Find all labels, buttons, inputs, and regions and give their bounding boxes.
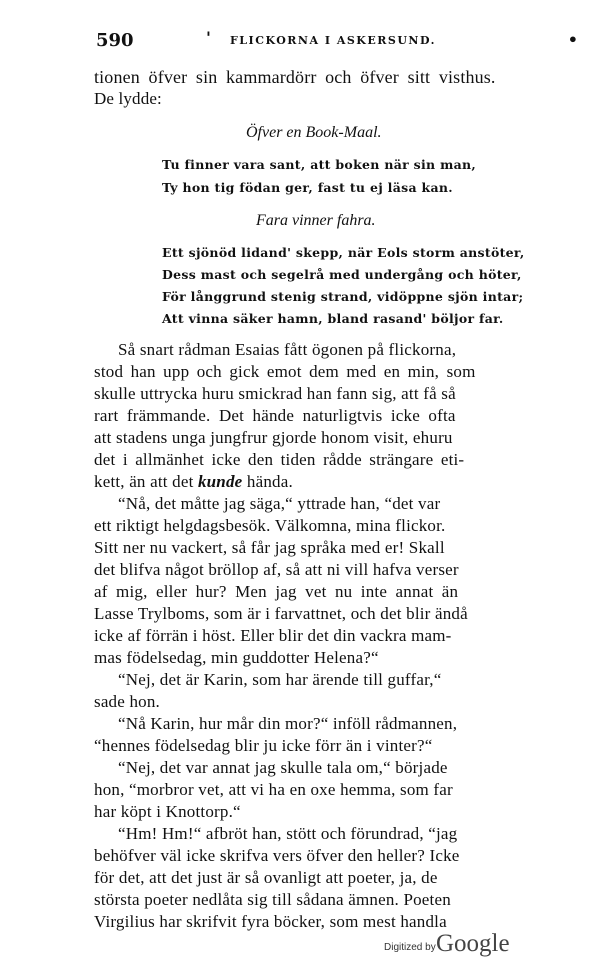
running-header [96, 30, 578, 52]
body-line-14: icke af förrän i höst. Eller blir det din vackra mam- [94, 626, 452, 645]
body-line-24: behöfver väl icke skrifva vers öfver den heller? Icke [94, 846, 460, 865]
body-line-7 [94, 472, 293, 492]
poem-2-verse-4: Att vinna säker hamn, bland rasand' böljor far. [162, 311, 504, 326]
body-line-10: Sitt ner nu vackert, så får jag språka med er! Skall [94, 538, 445, 557]
header-bullet: • [567, 30, 578, 49]
body-line-7-start: kett, än att det [94, 472, 198, 491]
body-line-26: största poeter nedlåta sig till sådana ämnen. Poeten [94, 890, 451, 909]
google-logo: Google [436, 930, 510, 957]
poem-2-verse-2: Dess mast och segelrå med undergång och höter, [162, 267, 522, 282]
body-line-17: sade hon. [94, 692, 161, 711]
body-line-7-end: hända. [242, 472, 293, 491]
poem-1-verse-1: Tu finner vara sant, att boken när sin man, [162, 157, 477, 172]
body-line-20: “Nej, det var annat jag skulle tala om,“ började [118, 758, 448, 777]
body-line-13: Lasse Trylboms, som är i farvattnet, och det blir ändå [94, 604, 468, 623]
poem-1-verse-2: Ty hon tig födan ger, fast tu ej läsa kan. [162, 180, 453, 195]
body-line-27: Virgilius har skrifvit fyra böcker, som mest handla [94, 912, 447, 931]
intro-line-2: De lydde: [94, 89, 162, 108]
body-line-12: af mig, eller hur? Men jag vet nu inte annat än [94, 582, 459, 601]
poem-2-verse-1: Ett sjönöd lidand' skepp, när Eols storm anstöter, [162, 245, 525, 260]
body-line-1: Så snart rådman Esaias fått ögonen på flickorna, [118, 340, 457, 359]
body-line-18: “Nå Karin, hur mår din mor?“ inföll rådmannen, [118, 714, 458, 733]
body-line-11: det blifva något bröllop af, så att ni vill hafva verser [94, 560, 459, 579]
body-line-21: hon, “morbror vet, att vi ha en oxe hemma, som far [94, 780, 453, 799]
body-line-6: det i allmänhet icke den tiden rådde strängare eti- [94, 450, 465, 469]
body-line-23: “Hm! Hm!“ afbröt han, stött och förundrad, “jag [118, 824, 458, 843]
body-line-4: rart främmande. Det hände naturligtvis icke ofta [94, 406, 456, 425]
body-line-5: att stadens unga jungfrur gjorde honom visit, ehuru [94, 428, 453, 447]
body-line-2: stod han upp och gick emot dem med en min, som [94, 362, 476, 381]
body-line-9: ett riktigt helgdagsbesök. Välkomna, mina flickor. [94, 516, 446, 535]
body-line-3: skulle uttrycka huru smickrad han fann sig, att få så [94, 384, 456, 403]
running-title: FLICKORNA I ASKERSUND. [230, 34, 436, 47]
body-line-15: mas födelsedag, min guddotter Helena?“ [94, 648, 379, 667]
poem-1-title: Öfver en Book-Maal. [246, 124, 382, 141]
body-line-22: har köpt i Knottorp.“ [94, 802, 241, 821]
header-mark: ' [206, 28, 211, 47]
body-line-16: “Nej, det är Karin, som har ärende till guffar,“ [118, 670, 442, 689]
poem-2-verse-3: För långgrund stenig strand, vidöppne sjön intar; [162, 289, 524, 304]
body-line-19: “hennes födelsedag blir ju icke förr än i vinter?“ [94, 736, 433, 755]
digitized-by-label: Digitized by [384, 942, 436, 953]
emphasis-kunde: kunde [197, 472, 243, 491]
page-number: 590 [96, 30, 134, 51]
body-line-25: för det, att det just är så ovanligt att poeter, ja, de [94, 868, 438, 887]
body-line-8: “Nå, det måtte jag säga,“ yttrade han, “det var [118, 494, 441, 513]
intro-line-1: tionen öfver sin kammardörr och öfver sitt visthus. [94, 67, 496, 87]
poem-2-title: Fara vinner fahra. [256, 212, 376, 229]
